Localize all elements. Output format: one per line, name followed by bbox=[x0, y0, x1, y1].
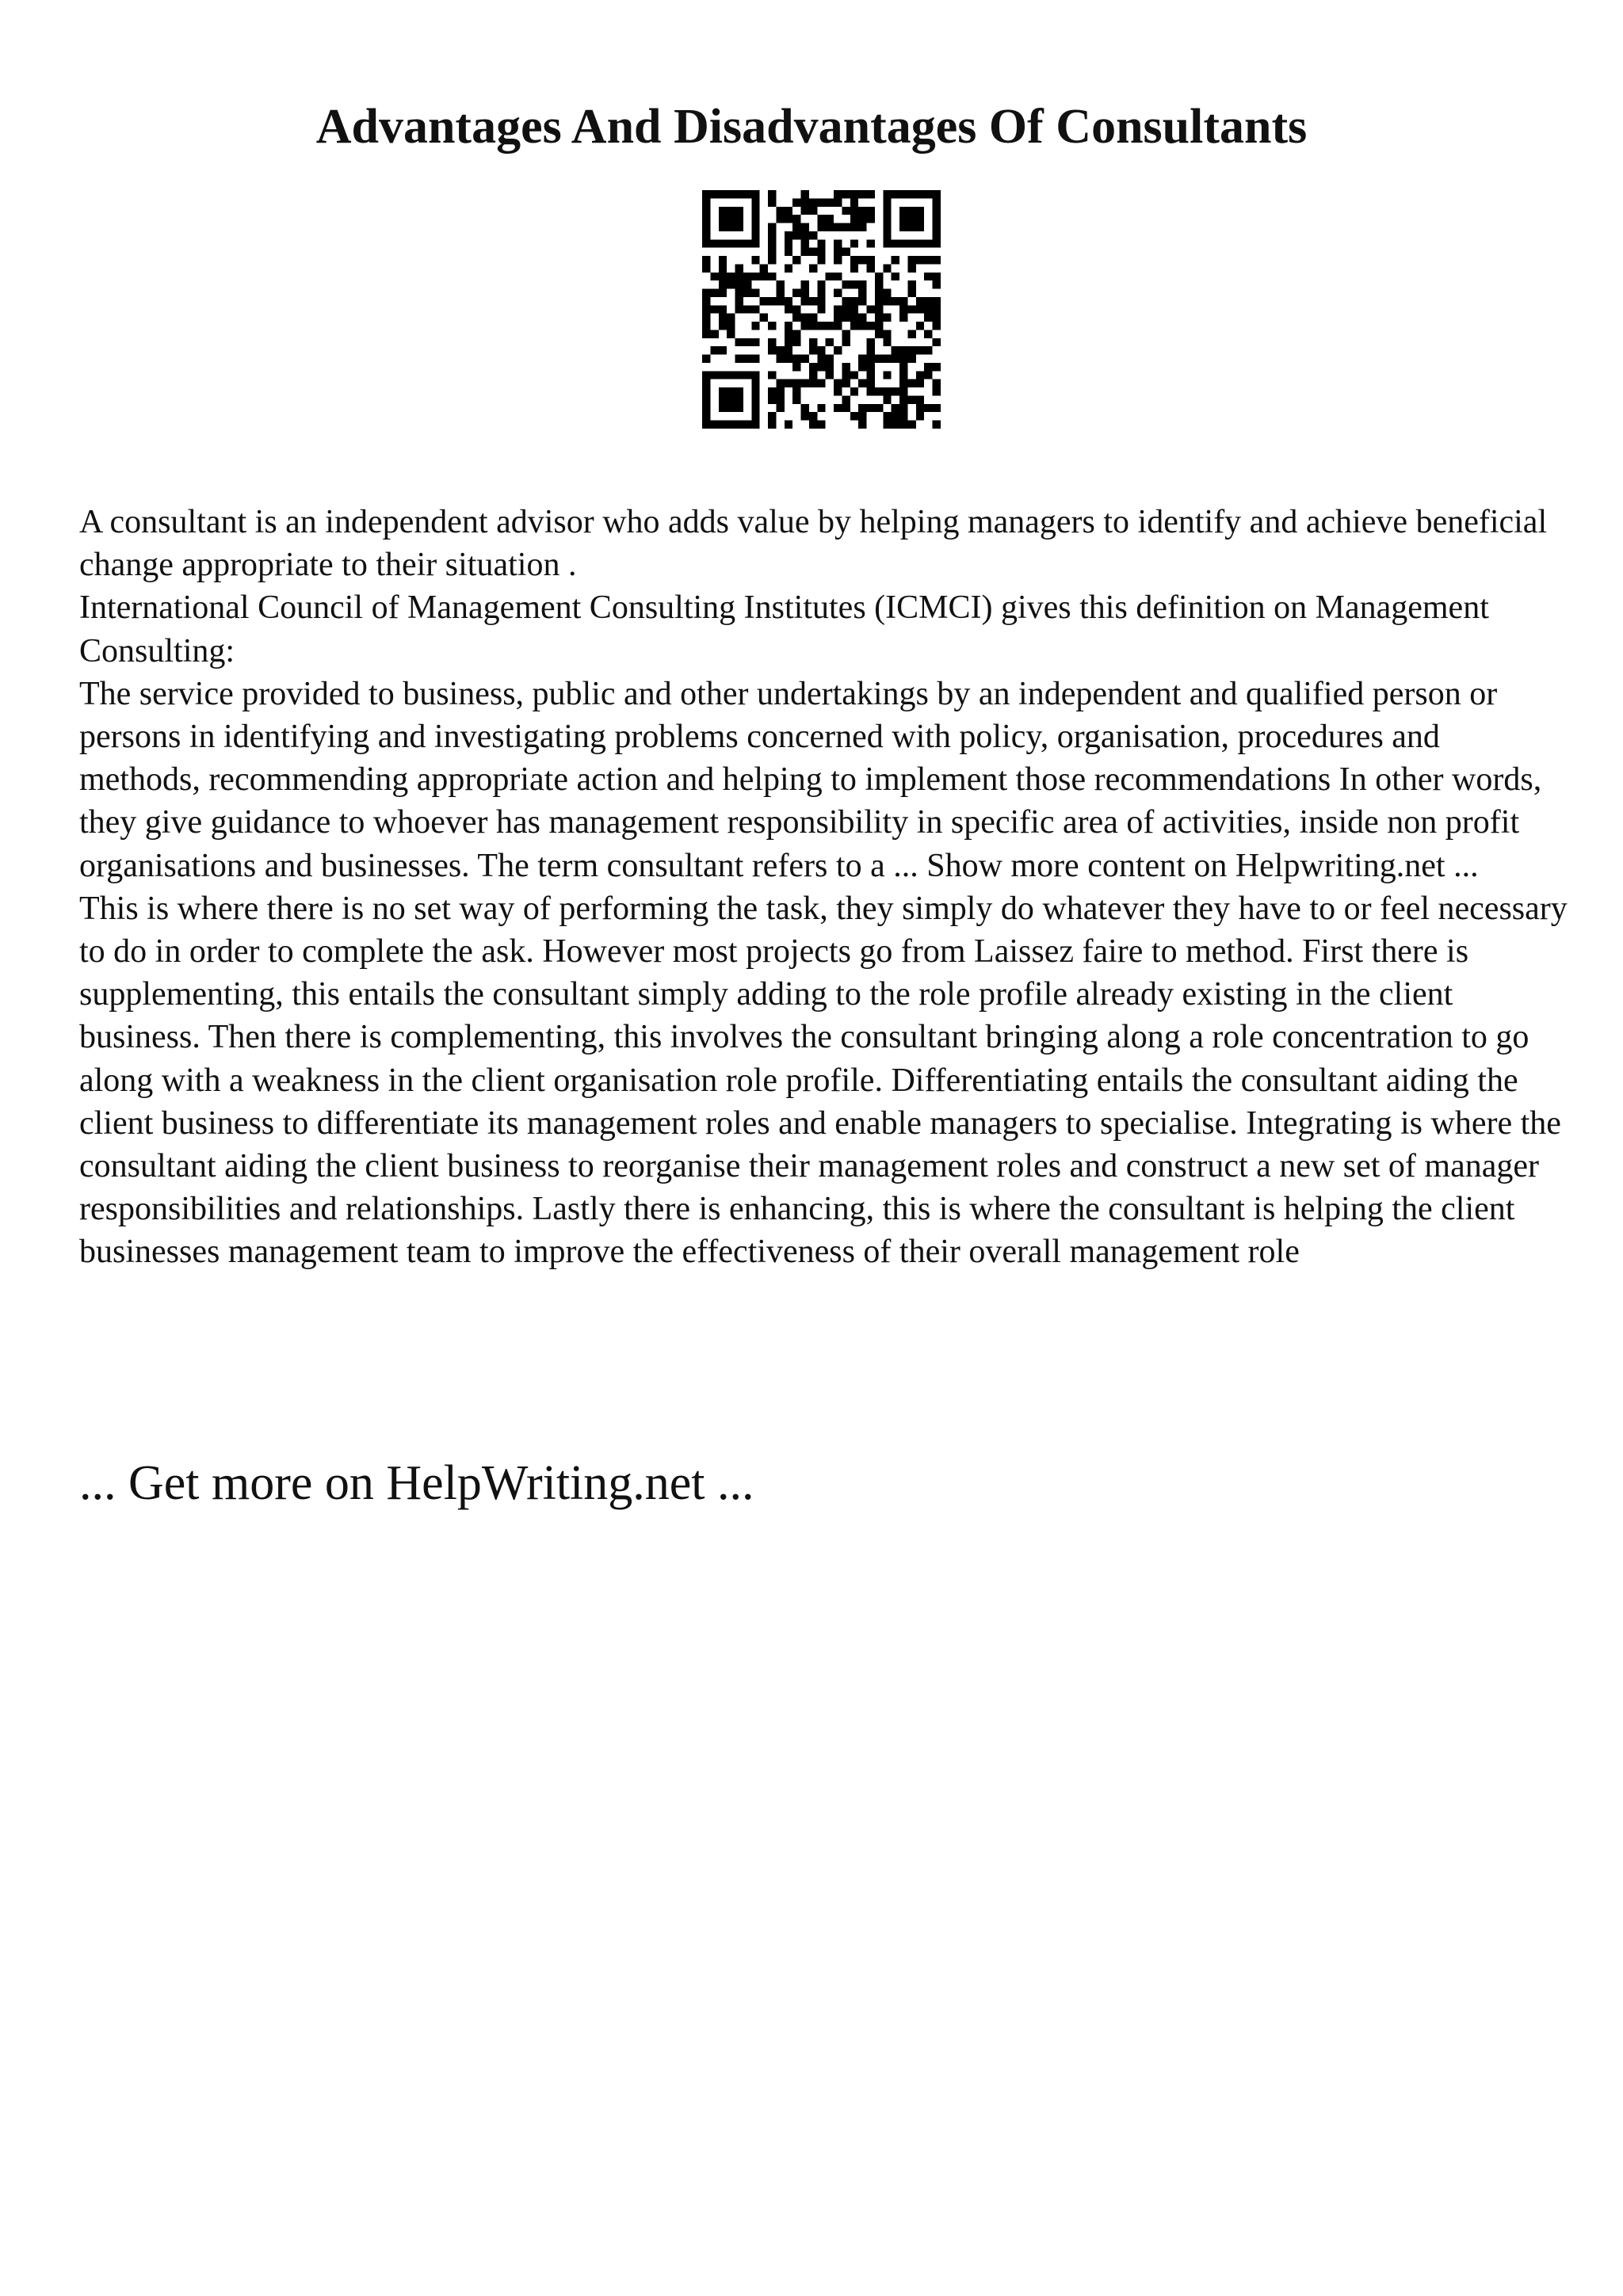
get-more-link[interactable]: ... Get more on HelpWriting.net ... bbox=[79, 1456, 754, 1510]
paragraph-icmci: International Council of Management Consulting Institutes (ICMCI) gives this definition on Management Consulting: bbox=[79, 589, 1489, 669]
article-body bbox=[79, 501, 1569, 1274]
page-title: Advantages And Disadvantages Of Consultants bbox=[315, 100, 1308, 154]
paragraph-definition: A consultant is an independent advisor who adds value by helping managers to identify and achieve beneficial change appropriate to their situation . bbox=[79, 504, 1548, 584]
qr-code-icon bbox=[702, 190, 941, 429]
paragraph-roles: This is where there is no set way of performing the task, they simply do whatever they have to or feel necessary to do in order to complete the ask. However most projects go from Laissez faire to method. First there is supplementing, this entails the consultant simply adding to the role profile already existing in the client business. Then there is complementing, this involves the consultant bringing along a role concentration to go along with a weakness in the client organisation role profile. Differentiating entails the consultant aiding the client business to differentiate its management roles and enable managers to specialise. Integrating is where the consultant aiding the client business to reorganise their management roles and construct a new set of manager responsibilities and relationships. Lastly there is enhancing, this is where the consultant is helping the client businesses management team to improve the effectiveness of their overall management role bbox=[79, 890, 1568, 1271]
paragraph-service: The service provided to business, public and other undertakings by an independent and qualified person or persons in identifying and investigating problems concerned with policy, organisation, procedures and methods, recommending appropriate action and helping to implement those recommendations In other words, they give guidance to whoever has management responsibility in specific area of activities, inside non profit organisations and businesses. The term consultant refers to a ... Show more content on Helpwriting.net ... bbox=[79, 675, 1542, 884]
